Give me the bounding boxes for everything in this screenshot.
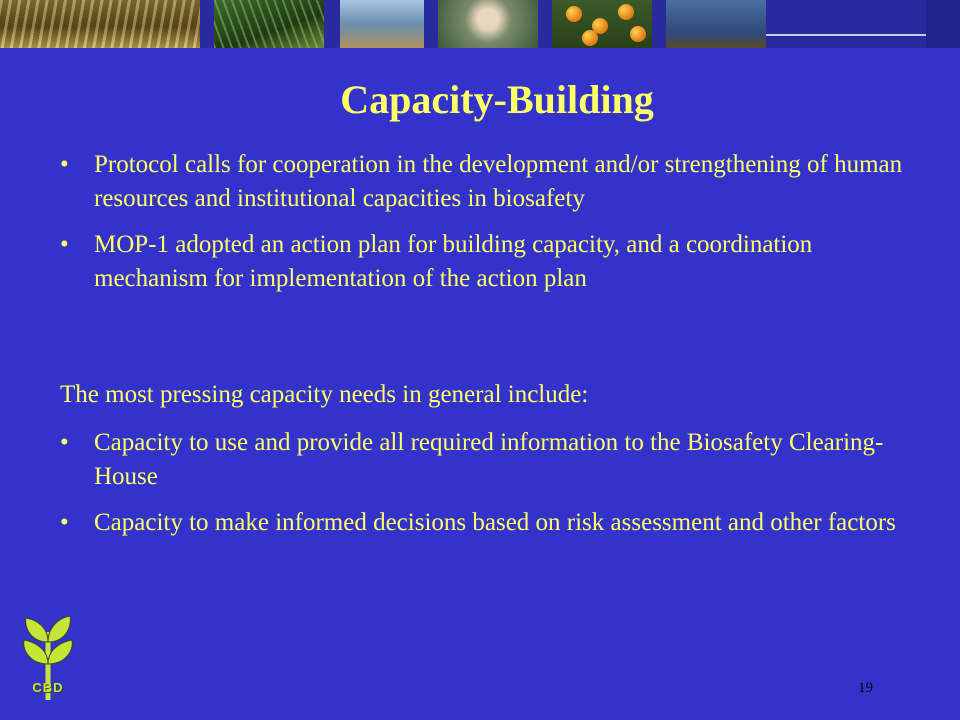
orange-tree-photo (552, 0, 652, 48)
page-number: 19 (858, 680, 873, 696)
bullet-icon: • (60, 231, 69, 258)
bullet-item (60, 148, 920, 216)
grass-photo (214, 0, 324, 48)
slide-title: Capacity-Building (340, 77, 654, 122)
bullet-text: Capacity to use and provide all required information to the Biosafety Clearing-House (94, 429, 884, 490)
bullet-text: Capacity to make informed decisions based on risk assessment and other factors (94, 509, 896, 536)
scientist-photo (438, 0, 538, 48)
bullet-icon: • (60, 509, 69, 536)
farmland-photo (340, 0, 424, 48)
bullet-icon: • (60, 151, 69, 178)
bullet-icon: • (60, 429, 69, 456)
banner-rule (766, 34, 926, 36)
lead-text: The most pressing capacity needs in general include: (60, 381, 589, 408)
bullet-item (60, 228, 920, 296)
bullet-text: MOP-1 adopted an action plan for building capacity, and a coordination mechanism for implementation of the action plan (94, 231, 813, 292)
logo-text: CBD (32, 680, 64, 695)
wheat-field-photo (0, 0, 200, 48)
banner-end-block (926, 0, 960, 48)
bullet-text: Protocol calls for cooperation in the development and/or strengthening of human resources and institutional capacities in biosafety (94, 151, 903, 212)
bullet-list-top (60, 148, 920, 308)
header-photo-banner (0, 0, 960, 48)
bullet-list-bottom (60, 426, 920, 552)
bullet-item (60, 506, 920, 540)
landscape-photo (666, 0, 766, 48)
bullet-item (60, 426, 920, 494)
